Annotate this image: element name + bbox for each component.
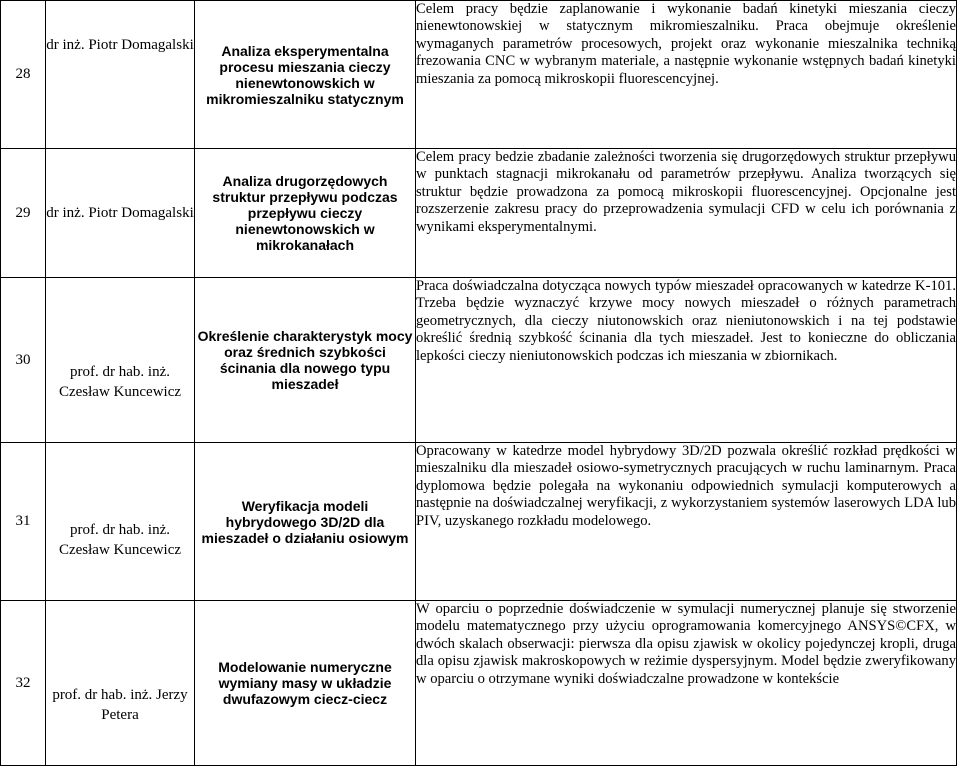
thesis-description: Celem pracy bedzie zbadanie zależności tworzenia się drugorzędowych struktur przepływu w punktach stagnacji mikrokanału od parametrów przepływu. Analiza tworzących się struktur będzie prowadzona za pomocą mikroskopii fluorescencyjnej. Opcjonalne jest rozszerzenie zakresu pracy do przeprowadzenia symulacji CFD w celu ich porównania z wynikami eksperymentalnymi. xyxy=(416,149,957,278)
thesis-description: W oparciu o poprzednie doświadczenie w symulacji numerycznej planuje się stworzenie modelu matematycznego przy użyciu oprogramowania komercyjnego ANSYS©CFX, w dwóch skalach obserwacji: pierwsza dla opisu zjawisk w okolicy pojedynczej kropli, druga dla opisu zjawisk makroskopowych w reżimie dyspersyjnym. Model będzie zweryfikowany w oparciu o otrzymane wyniki doświadczalne prowadzone w kontekście xyxy=(416,601,957,766)
table-row xyxy=(1,443,957,601)
table-row xyxy=(1,278,957,443)
thesis-title: Weryfikacja modeli hybrydowego 3D/2D dla mieszadeł o działaniu osiowym xyxy=(195,443,416,601)
table-row xyxy=(1,149,957,278)
supervisor-name: prof. dr hab. inż. Czesław Kuncewicz xyxy=(46,278,195,443)
row-number: 28 xyxy=(1,1,46,149)
supervisor-name: prof. dr hab. inż. Jerzy Petera xyxy=(46,601,195,766)
row-number: 30 xyxy=(1,278,46,443)
supervisor-name: dr inż. Piotr Domagalski xyxy=(46,1,195,149)
thesis-description: Celem pracy będzie zaplanowanie i wykonanie badań kinetyki mieszania cieczy nienewtonowskiej w statycznym mikromieszalniku. Praca obejmuje określenie wymaganych parametrów procesowych, projekt oraz wykonanie mieszalnika techniką frezowania CNC w wybranym materiale, a następnie wykonanie wstępnych badań kinetyki mieszania za pomocą mikroskopii fluorescencyjnej. xyxy=(416,1,957,149)
supervisor-name: prof. dr hab. inż. Czesław Kuncewicz xyxy=(46,443,195,601)
thesis-description: Praca doświadczalna dotycząca nowych typów mieszadeł opracowanych w katedrze K-101. Trzeba będzie wyznaczyć krzywe mocy nowych mieszadeł o różnych parametrach geometrycznych, dla cieczy niutonowskich oraz nieniutonowskich i na tej podstawie określić średnią szybkość ścinania dla tych mieszadeł. Jest to konieczne do obliczania lepkości cieczy nieniutonowskich podczas ich mieszania w zbiornikach. xyxy=(416,278,957,443)
thesis-title: Określenie charakterystyk mocy oraz średnich szybkości ścinania dla nowego typu mieszadeł xyxy=(195,278,416,443)
thesis-title: Analiza eksperymentalna procesu mieszania cieczy nienewtonowskich w mikromieszalniku statycznym xyxy=(195,1,416,149)
thesis-title: Analiza drugorzędowych struktur przepływu podczas przepływu cieczy nienewtonowskich w mikrokanałach xyxy=(195,149,416,278)
row-number: 29 xyxy=(1,149,46,278)
table-row xyxy=(1,1,957,149)
row-number: 31 xyxy=(1,443,46,601)
supervisor-name: dr inż. Piotr Domagalski xyxy=(46,149,195,278)
table-row xyxy=(1,601,957,766)
thesis-title: Modelowanie numeryczne wymiany masy w układzie dwufazowym ciecz-ciecz xyxy=(195,601,416,766)
row-number: 32 xyxy=(1,601,46,766)
thesis-description: Opracowany w katedrze model hybrydowy 3D/2D pozwala określić rozkład prędkości w mieszalniku dla mieszadeł osiowo-symetrycznych pracujących w ruchu laminarnym. Praca dyplomowa będzie polegała na wykonaniu odpowiednich symulacji komputerowych a następnie na doświadczalnej weryfikacji, z wykorzystaniem systemów laserowych LDA lub PIV, uzyskanego rozkładu modelowego. xyxy=(416,443,957,601)
